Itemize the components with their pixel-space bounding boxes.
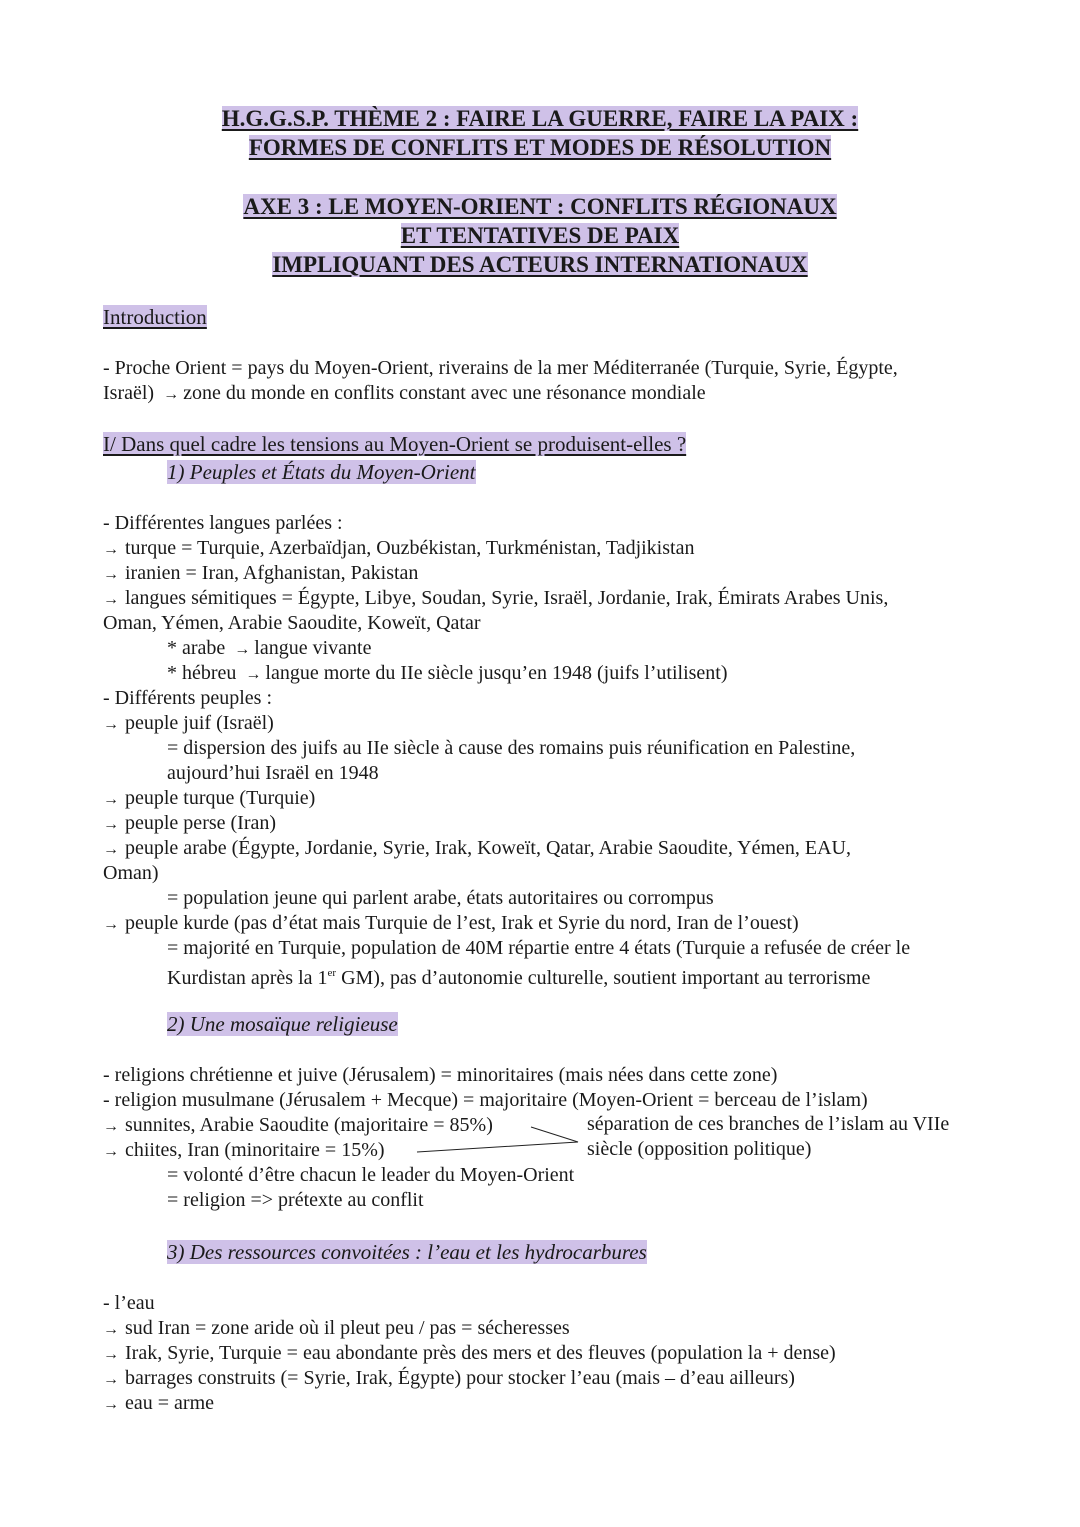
arrow-icon: →: [103, 1346, 119, 1363]
sub-item: * arabe → langue vivante: [167, 636, 371, 662]
arrow-icon: →: [103, 591, 119, 608]
list-item: → chiites, Iran (minoritaire = 15%): [103, 1138, 385, 1164]
axe-title-line-2: ET TENTATIVES DE PAIX: [400, 223, 680, 248]
section3-heading: 3) Des ressources convoitées : l’eau et les hydrocarbures: [167, 1240, 647, 1264]
arrow-icon: →: [103, 1371, 119, 1388]
arrow-icon: →: [103, 791, 119, 808]
list-item: → peuple perse (Iran): [103, 811, 276, 837]
axe-title-line-3: IMPLIQUANT DES ACTEURS INTERNATIONAUX: [272, 252, 808, 277]
list-item-continued: Oman, Yémen, Arabie Saoudite, Koweït, Qatar: [103, 612, 481, 634]
arrow-icon: →: [245, 666, 262, 683]
intro-heading: Introduction: [103, 305, 207, 329]
arrow-icon: →: [103, 1396, 119, 1413]
list-item-continued: Oman): [103, 862, 159, 884]
arrow-icon: →: [103, 916, 119, 933]
section2-heading: 2) Une mosaïque religieuse: [167, 1012, 398, 1036]
arrow-icon: →: [103, 841, 119, 858]
list-item: → sud Iran = zone aride où il pleut peu / pas = sécheresses: [103, 1316, 570, 1342]
intro-line-2: Israël) → zone du monde en conflits constant avec une résonance mondiale: [103, 381, 706, 407]
detail-line: = majorité en Turquie, population de 40M répartie entre 4 états (Turquie a refusée de créer le: [167, 937, 911, 959]
peuples-heading: - Différents peuples :: [103, 687, 273, 709]
list-item: → turque = Turquie, Azerbaïdjan, Ouzbékistan, Turkménistan, Tadjikistan: [103, 536, 694, 562]
list-item: → Irak, Syrie, Turquie = eau abondante près des mers et des fleuves (population la + dense): [103, 1341, 836, 1367]
list-item: → langues sémitiques = Égypte, Libye, Soudan, Syrie, Israël, Jordanie, Irak, Émirats Arabes Unis,: [103, 586, 888, 612]
eau-heading: - l’eau: [103, 1292, 155, 1314]
list-item: → peuple juif (Israël): [103, 711, 274, 737]
detail-line: = population jeune qui parlent arabe, états autoritaires ou corrompus: [167, 887, 714, 909]
list-item: → peuple arabe (Égypte, Jordanie, Syrie, Irak, Koweït, Qatar, Arabie Saoudite, Yémen, EAU,: [103, 836, 851, 862]
religion-line: - religion musulmane (Jérusalem + Mecque) = majoritaire (Moyen-Orient = berceau de l’islam): [103, 1089, 868, 1111]
list-item: → peuple kurde (pas d’état mais Turquie de l’est, Irak et Syrie du nord, Iran de l’ouest): [103, 911, 799, 937]
religion-line: - religions chrétienne et juive (Jérusalem) = minoritaires (mais nées dans cette zone): [103, 1064, 778, 1086]
part1-heading: I/ Dans quel cadre les tensions au Moyen-Orient se produisent-elles ?: [103, 432, 687, 456]
detail-line: aujourd’hui Israël en 1948: [167, 762, 379, 784]
detail-line: = dispersion des juifs au IIe siècle à cause des romains puis réunification en Palestine,: [167, 737, 856, 759]
detail-line: Kurdistan après la 1er GM), pas d’autonomie culturelle, soutient important au terrorisme: [167, 967, 871, 989]
arrow-icon: →: [234, 641, 251, 658]
list-item: → sunnites, Arabie Saoudite (majoritaire = 85%): [103, 1113, 493, 1139]
list-item: → iranien = Iran, Afghanistan, Pakistan: [103, 561, 418, 587]
detail-line: = religion => prétexte au conflit: [167, 1189, 424, 1211]
detail-line: = volonté d’être chacun le leader du Moyen-Orient: [167, 1164, 575, 1186]
arrow-icon: →: [103, 566, 119, 583]
title-line-1: H.G.G.S.P. THÈME 2 : FAIRE LA GUERRE, FAIRE LA PAIX :: [221, 106, 859, 131]
list-item: → eau = arme: [103, 1391, 214, 1417]
list-item: → peuple turque (Turquie): [103, 786, 315, 812]
langues-heading: - Différentes langues parlées :: [103, 512, 343, 534]
title-line-2: FORMES DE CONFLITS ET MODES DE RÉSOLUTION: [248, 135, 832, 160]
connector-line: [417, 1127, 578, 1152]
separation-note: séparation de ces branches de l’islam au VIIe: [587, 1113, 950, 1135]
axe-title-line-1: AXE 3 : LE MOYEN-ORIENT : CONFLITS RÉGIONAUX: [243, 194, 837, 219]
arrow-icon: →: [103, 1321, 119, 1338]
arrow-icon: →: [103, 716, 119, 733]
section1-heading: 1) Peuples et États du Moyen-Orient: [167, 460, 476, 484]
separation-note: siècle (opposition politique): [587, 1138, 812, 1160]
arrow-icon: →: [103, 1118, 119, 1135]
sub-item: * hébreu → langue morte du IIe siècle jusqu’en 1948 (juifs l’utilisent): [167, 661, 728, 687]
arrow-icon: →: [103, 1143, 119, 1160]
arrow-icon: →: [103, 541, 119, 558]
list-item: → barrages construits (= Syrie, Irak, Égypte) pour stocker l’eau (mais – d’eau ailleurs): [103, 1366, 795, 1392]
intro-line-1: - Proche Orient = pays du Moyen-Orient, riverains de la mer Méditerranée (Turquie, Syrie, Égypte,: [103, 357, 898, 379]
arrow-icon: →: [163, 386, 180, 403]
arrow-icon: →: [103, 816, 119, 833]
